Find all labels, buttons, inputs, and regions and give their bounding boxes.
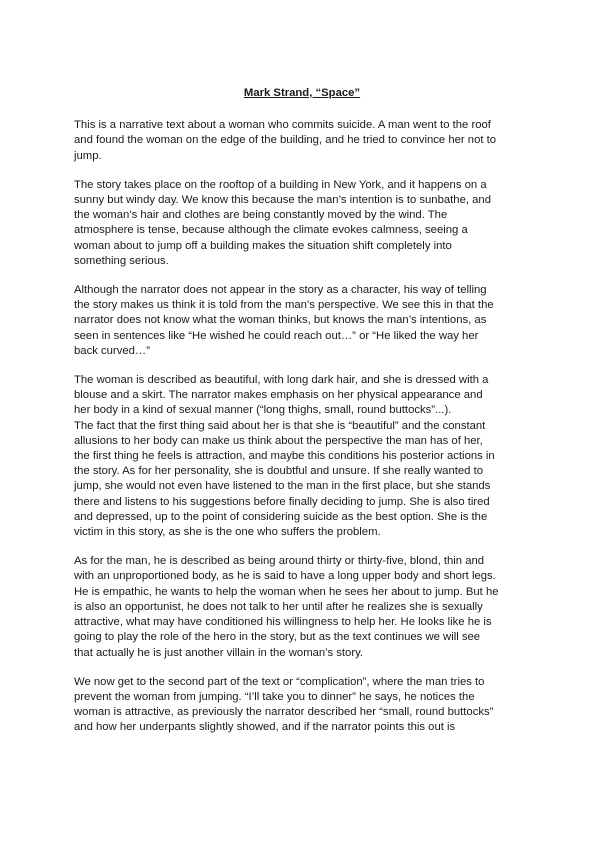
document-page bbox=[74, 86, 530, 750]
paragraph-woman-analysis: The fact that the first thing said about her is that she is “beautiful” and the constant allusions to her body can make us think about the perspective the man has of her, the first thing he feels is attraction, and maybe this conditions his posterior actions in the story. As for her personality, she is doubtful and unsure. If she really wanted to jump, she would not even have listened to the man in the first place, but she stands there and listens to his suggestions before finally deciding to jump. She is also tired and depressed, up to the point of considering suicide as the best option. She is the victim in this story, as she is the one who suffers the problem. bbox=[74, 419, 495, 539]
paragraph-setting: The story takes place on the rooftop of a building in New York, and it happens on a sunny but windy day. We know this because the man’s intention is to sunbathe, and the woman’s hair and clothes are being constantly moved by the wind. The atmosphere is tense, because although the climate evokes calmness, seeing a woman about to jump off a building makes the situation shift completely into something serious. bbox=[74, 178, 491, 267]
document-title: Mark Strand, “Space” bbox=[243, 87, 361, 99]
paragraph-narrator: Although the narrator does not appear in the story as a character, his way of telling the story makes us think it is told from the man’s perspective. We see this in that the narrator does not know what the woman thinks, but knows the man’s intentions, as seen in sentences like “He wished he could reach out…” or “He liked the way her back curved…” bbox=[74, 284, 494, 357]
paragraph-intro: This is a narrative text about a woman who commits suicide. A man went to the roof and found the woman on the edge of the building, and he tried to convince her not to jump. bbox=[74, 119, 497, 162]
paragraph-complication: We now get to the second part of the text or “complication”, where the man tries to prevent the woman from jumping. “I’ll take you to dinner” he says, he notices the woman is attractive, as previously the narrator described her “small, round buttocks” and how her underpants slightly showed, and if the narrator points this out is bbox=[74, 675, 494, 734]
paragraph-woman-description: The woman is described as beautiful, with long dark hair, and she is dressed with a blouse and a skirt. The narrator makes emphasis on her physical appearance and her body in a kind of sexual manner (“long thighs, small, round buttocks”...). bbox=[74, 374, 489, 417]
paragraph-man: As for the man, he is described as being around thirty or thirty-five, blond, thin and with an unproportioned body, as he is said to have a long upper body and short legs. He is empathic, he wants to help the woman when he sees her about to jump. But he is also an opportunist, he does not talk to her until after he realizes she is sexually attractive, what may have conditioned his willingness to help her. He looks like he is going to play the role of the hero in the story, but as the text continues we will see that actually he is just another villain in the woman’s story. bbox=[74, 555, 499, 659]
